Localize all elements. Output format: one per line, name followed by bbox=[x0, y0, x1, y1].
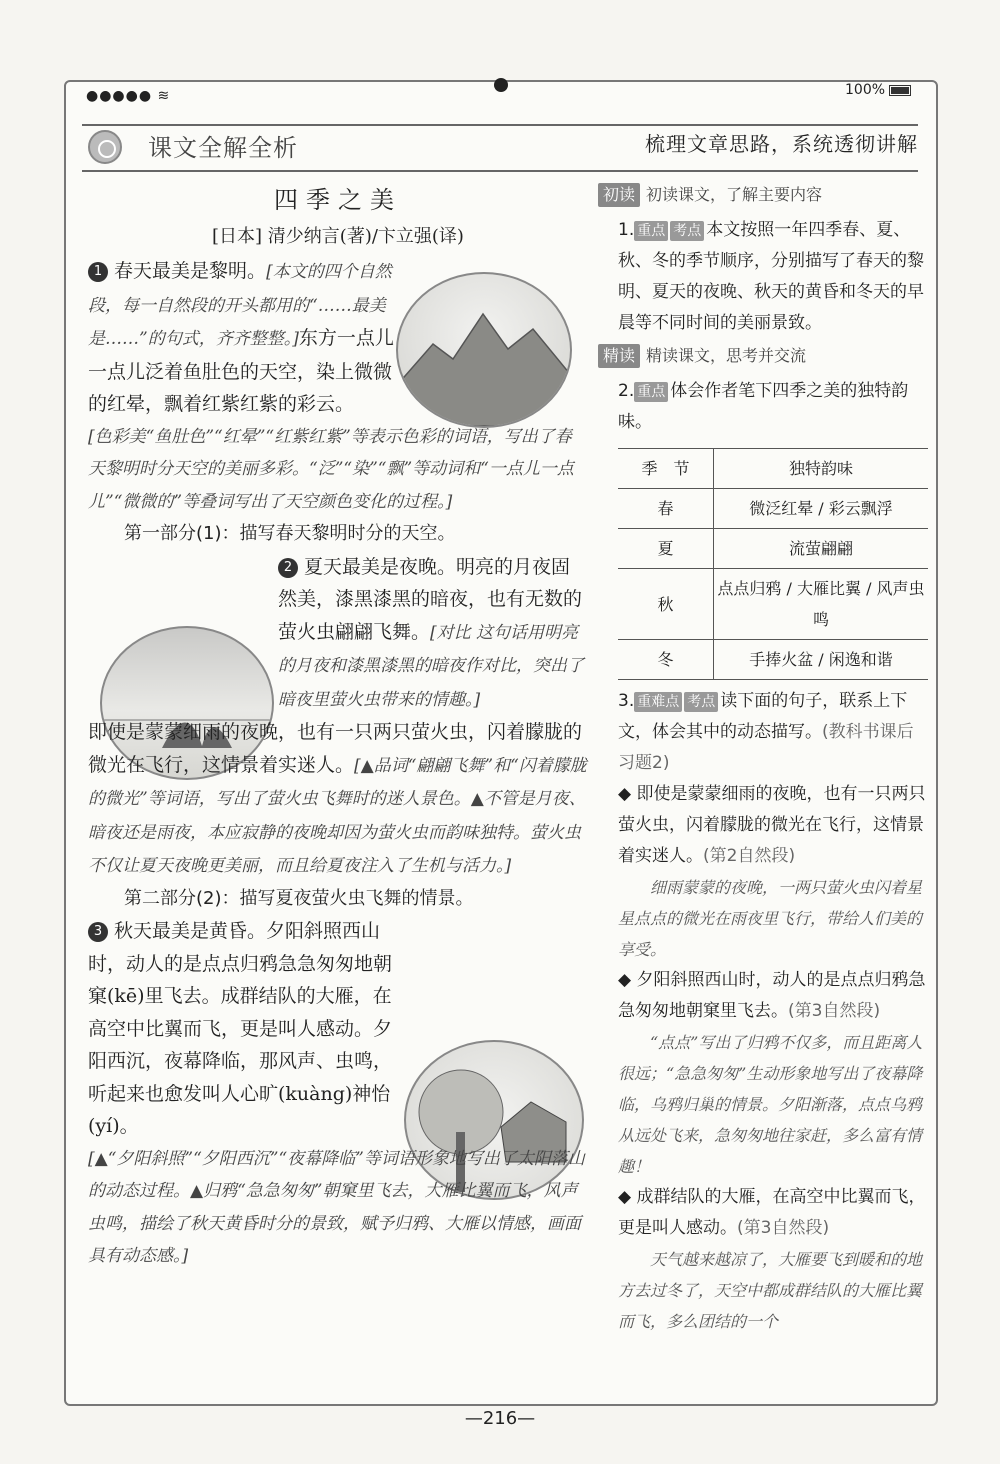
article-title: 四季之美 bbox=[274, 186, 402, 214]
answer-text: 细雨蒙蒙的夜晚，一两只萤火虫闪着星星点点的微光在雨夜里飞行，带给人们美的享受。 bbox=[618, 878, 923, 959]
question-number: 2. bbox=[618, 381, 635, 401]
question-number: 1. bbox=[618, 220, 635, 240]
header-title: 课文全解全析 bbox=[148, 134, 298, 162]
analysis-column bbox=[598, 178, 928, 1337]
paragraph-text: 东方一点儿一点儿泛着鱼肚色的天空，染上微微的红晕，飘着红紫红紫的彩云。 bbox=[88, 327, 394, 415]
article-column bbox=[88, 180, 588, 1273]
table-header bbox=[618, 449, 928, 489]
paragraph-text: 秋天最美是黄昏。夕阳斜照西山时，动人的是点点归鸦急急匆匆地朝窠(kē)里飞去。成群结队的大雁，在高空中比翼而飞，更是叫人感动。夕阳西沉，夜幕降临，那风声、虫鸣，听起来也愈发叫人心旷(kuàng)神怡(yí)。 bbox=[88, 920, 393, 1137]
annotation: [▲“夕阳斜照”“夕阳西沉”“夜幕降临”等词语形象地写出了太阳落山的动态过程。▲归鸦“急急匆匆”朝窠里飞去，大雁比翼而飞，风声虫鸣，描绘了秋天黄昏时分的景致，赋予归鸦、大雁以情感，画面具有动态感。] bbox=[88, 1148, 585, 1266]
paragraph-number: 1 bbox=[88, 262, 108, 282]
sentence-text: ◆ 成群结队的大雁，在高空中比翼而飞，更是叫人感动。 bbox=[618, 1187, 926, 1238]
charm-cell: 点点归鸦 / 大雁比翼 / 风声虫鸣 bbox=[714, 569, 929, 640]
key-tag: 重点 bbox=[634, 382, 668, 402]
season-table bbox=[618, 448, 928, 680]
table-row bbox=[618, 569, 928, 640]
season-cell: 秋 bbox=[618, 569, 714, 640]
bullet-sentence bbox=[618, 1182, 928, 1244]
sentence-text: ◆ 即使是蒙蒙细雨的夜晚，也有一只两只萤火虫，闪着朦胧的微光在飞行，这情景着实迷人。 bbox=[618, 784, 926, 866]
question-source: (教科书课后习题2) bbox=[618, 722, 914, 773]
section-tag: 初读 bbox=[598, 183, 640, 207]
sentence-source: (第3自然段) bbox=[737, 1218, 830, 1238]
paragraph-1-top bbox=[88, 255, 588, 421]
question-2 bbox=[618, 376, 928, 438]
question-text: 读下面的句子，联系上下文，体会其中的动态描写。 bbox=[618, 691, 908, 742]
answer-text: “点点”写出了归鸦不仅多，而且距离人很远；“急急匆匆”生动形象地写出了夜幕降临，乌鸦归巢的情景。夕阳渐落，点点乌鸦从远处飞来，急匆匆地往家赶，多么富有情趣！ bbox=[618, 1033, 923, 1176]
annotation: [▲品词“翩翩飞舞”和“闪着朦胧的微光”等词语，写出了萤火虫飞舞时的迷人景色。▲不管是月夜、暗夜还是雨夜，本应寂静的夜晚却因为萤火虫而韵味独特。萤火虫不仅让夏天夜晚更美丽，而且给夏夜注入了生机与活力。] bbox=[88, 755, 587, 876]
paragraph-text: 春天最美是黎明。 bbox=[114, 260, 267, 282]
paragraph-3 bbox=[88, 915, 588, 1143]
part-summary: 第一部分(1)：描写春天黎明时分的天空。 bbox=[124, 523, 456, 544]
bullet-sentence bbox=[618, 965, 928, 1027]
charm-cell: 手捧火盆 / 闲逸和谐 bbox=[714, 640, 929, 680]
paragraph-2-top bbox=[88, 551, 588, 717]
sentence-source: (第2自然段) bbox=[703, 846, 796, 866]
paragraph-2-bottom bbox=[88, 716, 588, 883]
paragraph-text: 夏天最美是夜晚。明亮的月夜固然美，漆黑漆黑的暗夜，也有无数的萤火虫翩翩飞舞。 bbox=[278, 555, 583, 643]
question-number: 3. bbox=[618, 691, 635, 711]
part-summary: 第二部分(2)：描写夏夜萤火虫飞舞的情景。 bbox=[124, 887, 474, 909]
charm-cell: 流萤翩翩 bbox=[714, 529, 929, 569]
difficulty-tag: 重难点 bbox=[634, 692, 682, 712]
battery-status bbox=[845, 82, 911, 98]
question-text: 本文按照一年四季春、夏、秋、冬的季节顺序，分别描写了春天的黎明、夏天的夜晚、秋天的黄昏和冬天的早晨等不同时间的美丽景致。 bbox=[618, 220, 924, 333]
charm-cell: 微泛红晕 / 彩云飘浮 bbox=[714, 489, 929, 529]
paragraph-number: 2 bbox=[278, 558, 298, 578]
table-row bbox=[618, 529, 928, 569]
signal-icon: ●●●●● ≋ bbox=[86, 88, 171, 104]
question-3 bbox=[618, 686, 928, 779]
paragraph-number: 3 bbox=[88, 922, 108, 942]
battery-text: 100% bbox=[845, 82, 886, 98]
question-1 bbox=[618, 215, 928, 339]
bullet-sentence bbox=[618, 779, 928, 872]
table-row bbox=[618, 489, 928, 529]
sentence-source: (第3自然段) bbox=[788, 1001, 881, 1021]
camera-dot-icon bbox=[494, 78, 508, 92]
page-number: —216— bbox=[464, 1408, 536, 1429]
disc-icon bbox=[88, 130, 122, 164]
sentence-text: ◆ 夕阳斜照西山时，动人的是点点归鸦急急匆匆地朝窠里飞去。 bbox=[618, 970, 926, 1021]
exam-tag: 考点 bbox=[670, 221, 704, 241]
section-close-read bbox=[598, 341, 928, 372]
table-row bbox=[618, 640, 928, 680]
section-tag: 精读 bbox=[598, 344, 640, 368]
question-text: 体会作者笔下四季之美的独特韵味。 bbox=[618, 381, 909, 432]
annotation: [对比 这句话用明亮的月夜和漆黑漆黑的暗夜作对比，突出了暗夜里萤火虫带来的情趣。] bbox=[278, 622, 584, 710]
column-header: 独特韵味 bbox=[714, 449, 929, 489]
header-slogan: 梳理文章思路，系统透彻讲解 bbox=[645, 132, 918, 156]
column-header: 季 节 bbox=[618, 449, 714, 489]
section-label: 初读课文，了解主要内容 bbox=[646, 185, 823, 204]
season-cell: 春 bbox=[618, 489, 714, 529]
battery-icon bbox=[889, 85, 911, 96]
exam-tag: 考点 bbox=[684, 692, 718, 712]
paragraph-text: 即使是蒙蒙细雨的夜晚，也有一只两只萤火虫，闪着朦胧的微光在飞行，这情景着实迷人。 bbox=[88, 721, 583, 776]
section-label: 精读课文，思考并交流 bbox=[646, 346, 807, 365]
annotation: [色彩美“鱼肚色”“红晕”“红紫红紫”等表示色彩的词语，写出了春天黎明时分天空的美丽多彩。“泛”“染”“飘”等动词和“一点儿一点儿”“微微的”等叠词写出了天空颜色变化的过程。] bbox=[88, 426, 574, 512]
season-cell: 夏 bbox=[618, 529, 714, 569]
season-cell: 冬 bbox=[618, 640, 714, 680]
key-tag: 重点 bbox=[634, 221, 668, 241]
section-first-read bbox=[598, 180, 928, 211]
article-author: [日本] 清少纳言(著)/卞立强(译) bbox=[212, 225, 464, 247]
annotation: [本文的四个自然段，每一自然段的开头都用的“……最美是……”的句式，齐齐整整。] bbox=[88, 262, 392, 349]
answer-text: 天气越来越凉了，大雁要飞到暖和的地方去过冬了，天空中都成群结队的大雁比翼而飞，多么团结的一个 bbox=[618, 1250, 923, 1331]
